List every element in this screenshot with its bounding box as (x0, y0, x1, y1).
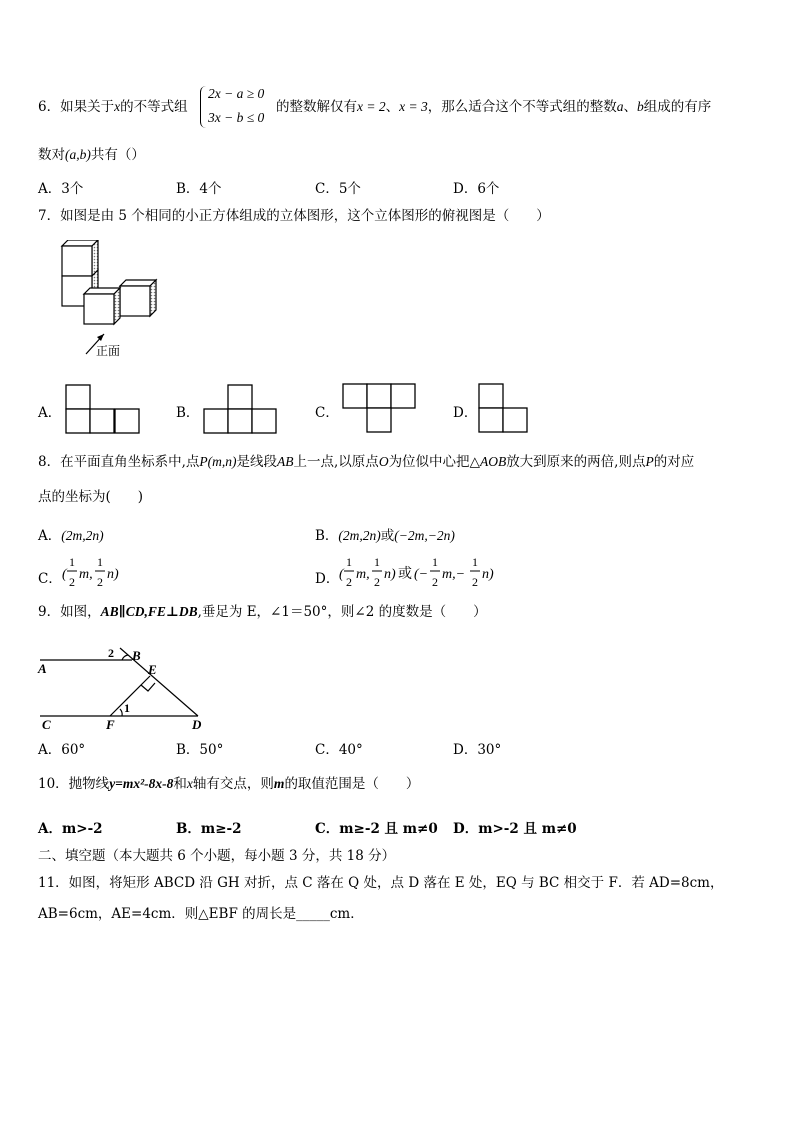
q8-c-num2: 1 (97, 555, 103, 569)
q8-option-d-formula[interactable] (339, 552, 509, 594)
q6-pair: (a,b) (65, 147, 91, 162)
q8-stem-d: 为位似中心把 (388, 454, 470, 470)
q8-option-b-value2: (−2m,−2n) (394, 528, 455, 543)
q6-line2 (38, 146, 145, 164)
q6-sep2: 、 (623, 99, 637, 115)
q7-option-a-label[interactable]: A． (38, 405, 62, 421)
svg-text:n): n) (482, 567, 494, 582)
q8-c-den1: 2 (69, 575, 75, 589)
q6-after2: ，那么适合这个不等式组的整数 (427, 99, 617, 115)
q6-option-a[interactable]: A．3个 (38, 181, 84, 197)
q9-label-c: C (42, 717, 51, 732)
q9-option-a[interactable]: A．60° (38, 742, 86, 758)
q6-line1-rest (276, 98, 711, 116)
q6-after: 的整数解仅有 (276, 99, 357, 115)
q8-stem-c: 上一点,以原点 (293, 454, 379, 470)
q8-option-b-value1: (2m,2n) (338, 528, 381, 543)
q7-front-label: 正面 (96, 344, 121, 358)
q10-stem-b: 和 (173, 776, 187, 792)
q9-option-d[interactable]: D．30° (453, 742, 502, 758)
q6-option-c[interactable]: C．5个 (315, 181, 361, 197)
q10-option-c[interactable]: C．m≥-2 且 m≠0 (315, 821, 438, 837)
q10-stem (38, 775, 419, 793)
q8-d-num3: 1 (432, 555, 438, 569)
q8-line1 (38, 453, 694, 471)
q10-mvar: m (273, 776, 285, 791)
q9-label-angle2: 2 (108, 646, 114, 660)
q9-stem-c: ，则∠2 的度数是（ ） (327, 604, 487, 620)
q10-xvar: x (186, 776, 193, 791)
svg-text:(: ( (62, 567, 67, 582)
q8-d-den2: 2 (374, 575, 380, 589)
q8-option-a-label: A． (38, 528, 62, 544)
q6-sep: 、 (385, 99, 400, 115)
q6-ineq2: 3x − b ≤ 0 (208, 110, 265, 125)
q6-line1-prefix (38, 98, 188, 116)
q6-option-d[interactable]: D．6个 (453, 181, 500, 197)
svg-text:(−: (− (414, 567, 429, 582)
q8-d-num2: 1 (374, 555, 380, 569)
q8-stem-e: 放大到原来的两倍,则点 (506, 454, 646, 470)
q9-stem (38, 603, 487, 621)
q9-label-a: A (38, 661, 47, 676)
q10-option-d[interactable]: D．m>-2 且 m≠0 (453, 821, 577, 837)
q6-system-brace (200, 86, 206, 128)
svg-text:n): n) (384, 567, 396, 582)
q10-stem-c: 轴有交点，则 (192, 776, 274, 792)
q11-line2: AB=6cm，AE=4cm．则△EBF 的周长是_____cm． (38, 906, 364, 922)
q8-d-num1: 1 (346, 555, 352, 569)
q10-eq: y=mx²-8x-8 (109, 776, 174, 791)
q8-point: P(m,n) (199, 454, 237, 469)
q6-var-x: x (114, 99, 121, 114)
q8-option-c-formula[interactable] (62, 552, 132, 594)
svg-text:m,−: m,− (442, 567, 466, 582)
q9-label-angle1: 1 (124, 701, 130, 715)
q6-prefix: 6．如果关于 (38, 99, 115, 115)
q8-d-or: 或 (398, 567, 412, 582)
q7-option-c-label[interactable]: C． (315, 405, 339, 421)
q8-d-den1: 2 (346, 575, 352, 589)
q11-line1: 11．如图，将矩形 ABCD 沿 GH 对折，点 C 落在 Q 处，点 D 落在 E 处，EQ 与 BC 相交于 F．若 AD=8cm， (38, 875, 724, 891)
q6-sol2: x = 3 (399, 99, 428, 114)
q8-origin: O (378, 454, 389, 469)
q10-option-a[interactable]: A．m>-2 (38, 821, 103, 837)
q8-p: P (645, 454, 654, 469)
q8-stem-a: 8．在平面直角坐标系中,点 (38, 454, 200, 470)
q8-d-den4: 2 (472, 575, 478, 589)
q6-sol1: x = 2 (357, 99, 386, 114)
q9-cond: AB∥CD,FE⊥DB (100, 604, 198, 619)
q8-d-num4: 1 (472, 555, 478, 569)
q8-option-a-value: (2m,2n) (61, 528, 104, 543)
q7-option-d-label[interactable]: D． (453, 405, 478, 421)
q8-option-c-label[interactable]: C． (38, 571, 62, 587)
q6-mid: 的不等式组 (120, 99, 188, 115)
q7-stem: 7．如图是由 5 个相同的小正方体组成的立体图形，这个立体图形的俯视图是（ ） (38, 208, 550, 224)
q8-option-a[interactable] (38, 524, 104, 544)
q8-option-b[interactable] (315, 524, 455, 544)
q6-line2-post: 共有（） (90, 147, 145, 163)
q8-option-b-label: B． (315, 528, 339, 544)
q9-angle1: ∠1＝50° (270, 604, 328, 620)
q9-label-b: B (132, 648, 141, 663)
q8-stem-f: 的对应 (653, 454, 695, 470)
q8-option-d-label[interactable]: D． (315, 571, 340, 587)
q8-d-den3: 2 (432, 575, 438, 589)
q10-option-b[interactable]: B．m≥-2 (176, 821, 242, 837)
q6-option-b[interactable]: B．4个 (176, 181, 222, 197)
svg-text:(: ( (339, 567, 344, 582)
q9-stem-b: ,垂足为 E， (197, 604, 271, 620)
q6-var-a: a (616, 99, 624, 114)
q8-c-den2: 2 (97, 575, 103, 589)
q9-option-c[interactable]: C．40° (315, 742, 363, 758)
q9-label-e: E (148, 662, 157, 677)
svg-text:n): n) (107, 567, 119, 582)
section2-heading: 二、填空题（本大题共 6 个小题，每小题 3 分，共 18 分） (38, 848, 396, 864)
q8-tri: △AOB (469, 454, 507, 469)
q7-option-b-figure[interactable] (203, 384, 279, 440)
q8-line2: 点的坐标为( ) (38, 489, 144, 505)
q8-stem-b: 是线段 (236, 454, 278, 470)
q6-ineq1: 2x − a ≥ 0 (208, 86, 265, 101)
q7-option-d-figure[interactable] (478, 383, 530, 439)
q9-label-d: D (192, 717, 202, 732)
q6-var-b: b (636, 99, 644, 114)
q10-stem-d: 的取值范围是（ ） (284, 776, 420, 792)
q9-figure (36, 642, 216, 734)
q7-option-a-figure[interactable] (65, 384, 141, 440)
q7-option-b-label[interactable]: B． (176, 405, 200, 421)
q9-option-b[interactable]: B．50° (176, 742, 224, 758)
q9-stem-a: 9．如图， (38, 604, 101, 620)
q8-c-num1: 1 (69, 555, 75, 569)
q6-end1: 组成的有序 (643, 99, 712, 115)
q6-line2-pre: 数对 (38, 147, 65, 163)
q7-option-c-figure[interactable] (342, 383, 418, 439)
q9-label-f: F (106, 717, 115, 732)
svg-text:m,: m, (356, 567, 370, 582)
svg-text:m,: m, (79, 567, 93, 582)
q8-seg: AB (277, 454, 294, 469)
q10-stem-a: 10．抛物线 (38, 776, 110, 792)
q8-option-b-or: 或 (380, 528, 395, 544)
